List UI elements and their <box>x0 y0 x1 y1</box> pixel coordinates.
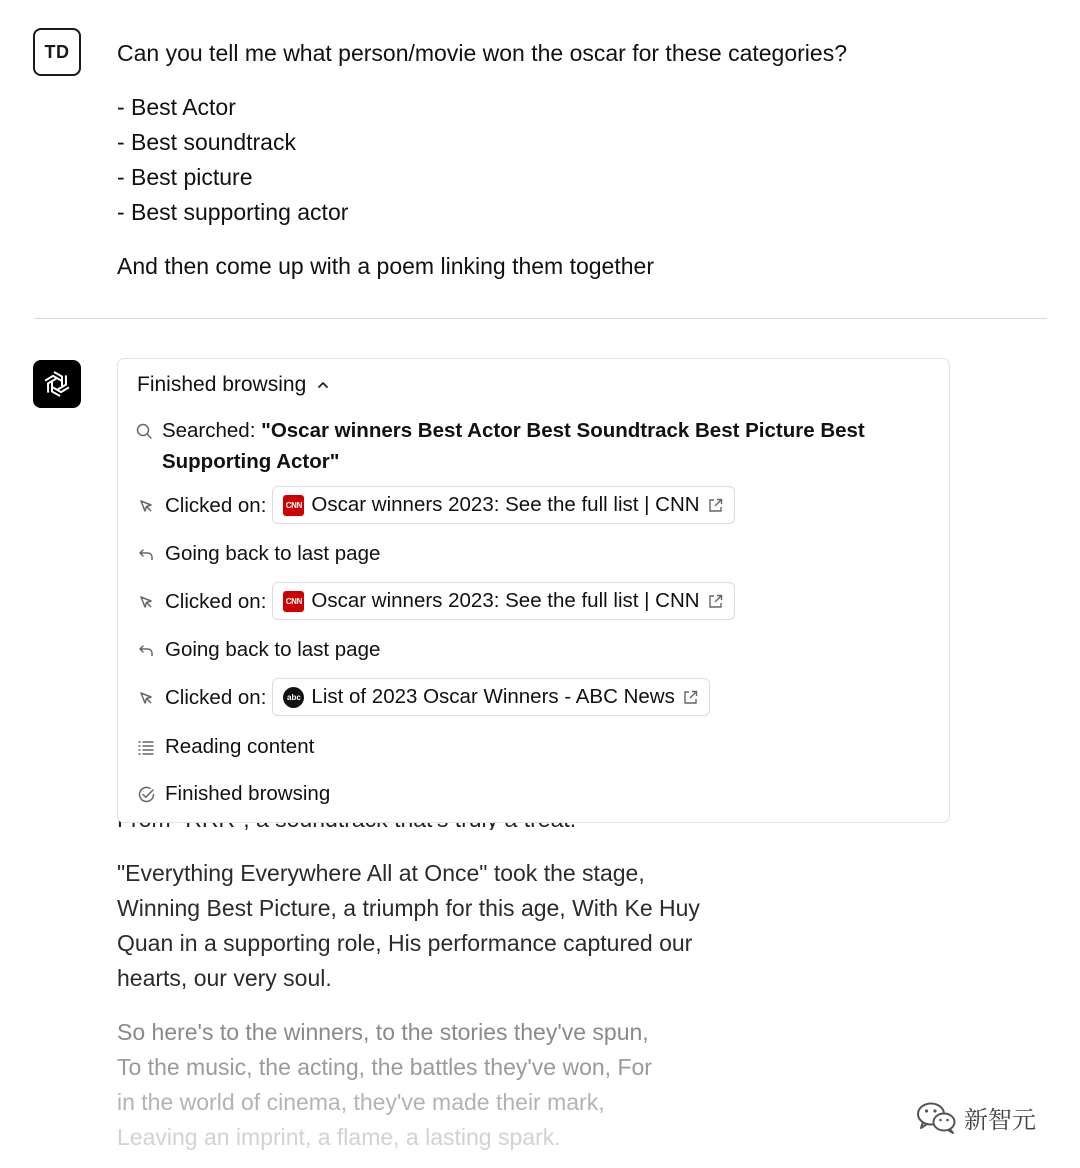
poem-line: To the music, the acting, the battles they've won, For <box>117 1054 652 1080</box>
clicked-label: Clicked on: <box>165 590 267 613</box>
watermark <box>916 1100 1036 1135</box>
step-going-back <box>135 634 380 665</box>
user-list-item: - Best supporting actor <box>117 199 349 225</box>
going-back-label: Going back to last page <box>165 542 381 565</box>
cursor-click-icon <box>135 495 157 517</box>
cnn-favicon-icon: CNN <box>283 495 304 516</box>
poem-line: in the world of cinema, they've made their mark, <box>117 1089 605 1115</box>
watermark-text: 新智元 <box>964 1106 1036 1134</box>
source-link-cnn[interactable] <box>272 582 734 620</box>
user-message <box>117 36 1017 284</box>
user-list-item: - Best Actor <box>117 94 236 120</box>
poem-line: Quan in a supporting role, His performance captured our <box>117 930 693 956</box>
step-search <box>135 415 925 477</box>
source-link-abc[interactable] <box>272 678 709 716</box>
check-circle-icon <box>135 783 157 805</box>
step-reading <box>135 731 314 762</box>
search-query: "Oscar winners Best Actor Best Soundtrack Best Picture Best Supporting Actor" <box>161 419 865 473</box>
user-initials: TD <box>44 41 70 62</box>
poem-line: So here's to the winners, to the stories they've spun, <box>117 1019 649 1045</box>
assistant-poem <box>117 856 757 1155</box>
cnn-favicon-icon: CNN <box>283 591 304 612</box>
list-icon <box>135 736 157 758</box>
message-divider <box>35 318 1047 319</box>
poem-line: Winning Best Picture, a triumph for this age, With Ke Huy <box>117 895 700 921</box>
poem-stanza <box>117 1015 757 1155</box>
cursor-click-icon <box>135 591 157 613</box>
step-clicked <box>135 586 735 620</box>
reading-label: Reading content <box>165 735 315 758</box>
link-title: List of 2023 Oscar Winners - ABC News <box>311 685 675 708</box>
user-followup: And then come up with a poem linking them together <box>117 253 654 279</box>
chevron-up-icon <box>316 378 330 392</box>
user-list-item: - Best soundtrack <box>117 129 296 155</box>
assistant-avatar <box>33 360 81 408</box>
wechat-icon <box>916 1101 958 1135</box>
external-link-icon <box>707 497 724 514</box>
poem-line: hearts, our very soul. <box>117 965 332 991</box>
browsing-toggle[interactable] <box>137 373 330 397</box>
going-back-label: Going back to last page <box>165 638 381 661</box>
external-link-icon <box>707 593 724 610</box>
source-link-cnn[interactable] <box>272 486 734 524</box>
link-title: Oscar winners 2023: See the full list | CNN <box>311 589 700 612</box>
step-clicked <box>135 490 735 524</box>
step-finished <box>135 778 330 809</box>
openai-logo-icon <box>40 367 74 401</box>
user-avatar <box>33 28 81 76</box>
back-arrow-icon <box>135 543 157 565</box>
search-icon <box>135 420 154 442</box>
user-list-item: - Best picture <box>117 164 253 190</box>
back-arrow-icon <box>135 639 157 661</box>
step-clicked <box>135 682 710 716</box>
finished-label: Finished browsing <box>165 782 331 805</box>
search-label: Searched: <box>161 419 256 442</box>
browsing-panel <box>117 358 950 823</box>
poem-line: "Everything Everywhere All at Once" took the stage, <box>117 860 645 886</box>
link-title: Oscar winners 2023: See the full list | CNN <box>311 493 700 516</box>
step-going-back <box>135 538 380 569</box>
abc-favicon-icon: abc <box>283 687 304 708</box>
external-link-icon <box>682 689 699 706</box>
cursor-click-icon <box>135 687 157 709</box>
clicked-label: Clicked on: <box>165 494 267 517</box>
poem-stanza <box>117 856 757 996</box>
poem-line: Leaving an imprint, a flame, a lasting spark. <box>117 1124 561 1150</box>
browsing-header-label: Finished browsing <box>137 373 307 396</box>
clicked-label: Clicked on: <box>165 686 267 709</box>
user-question: Can you tell me what person/movie won the oscar for these categories? <box>117 40 847 66</box>
